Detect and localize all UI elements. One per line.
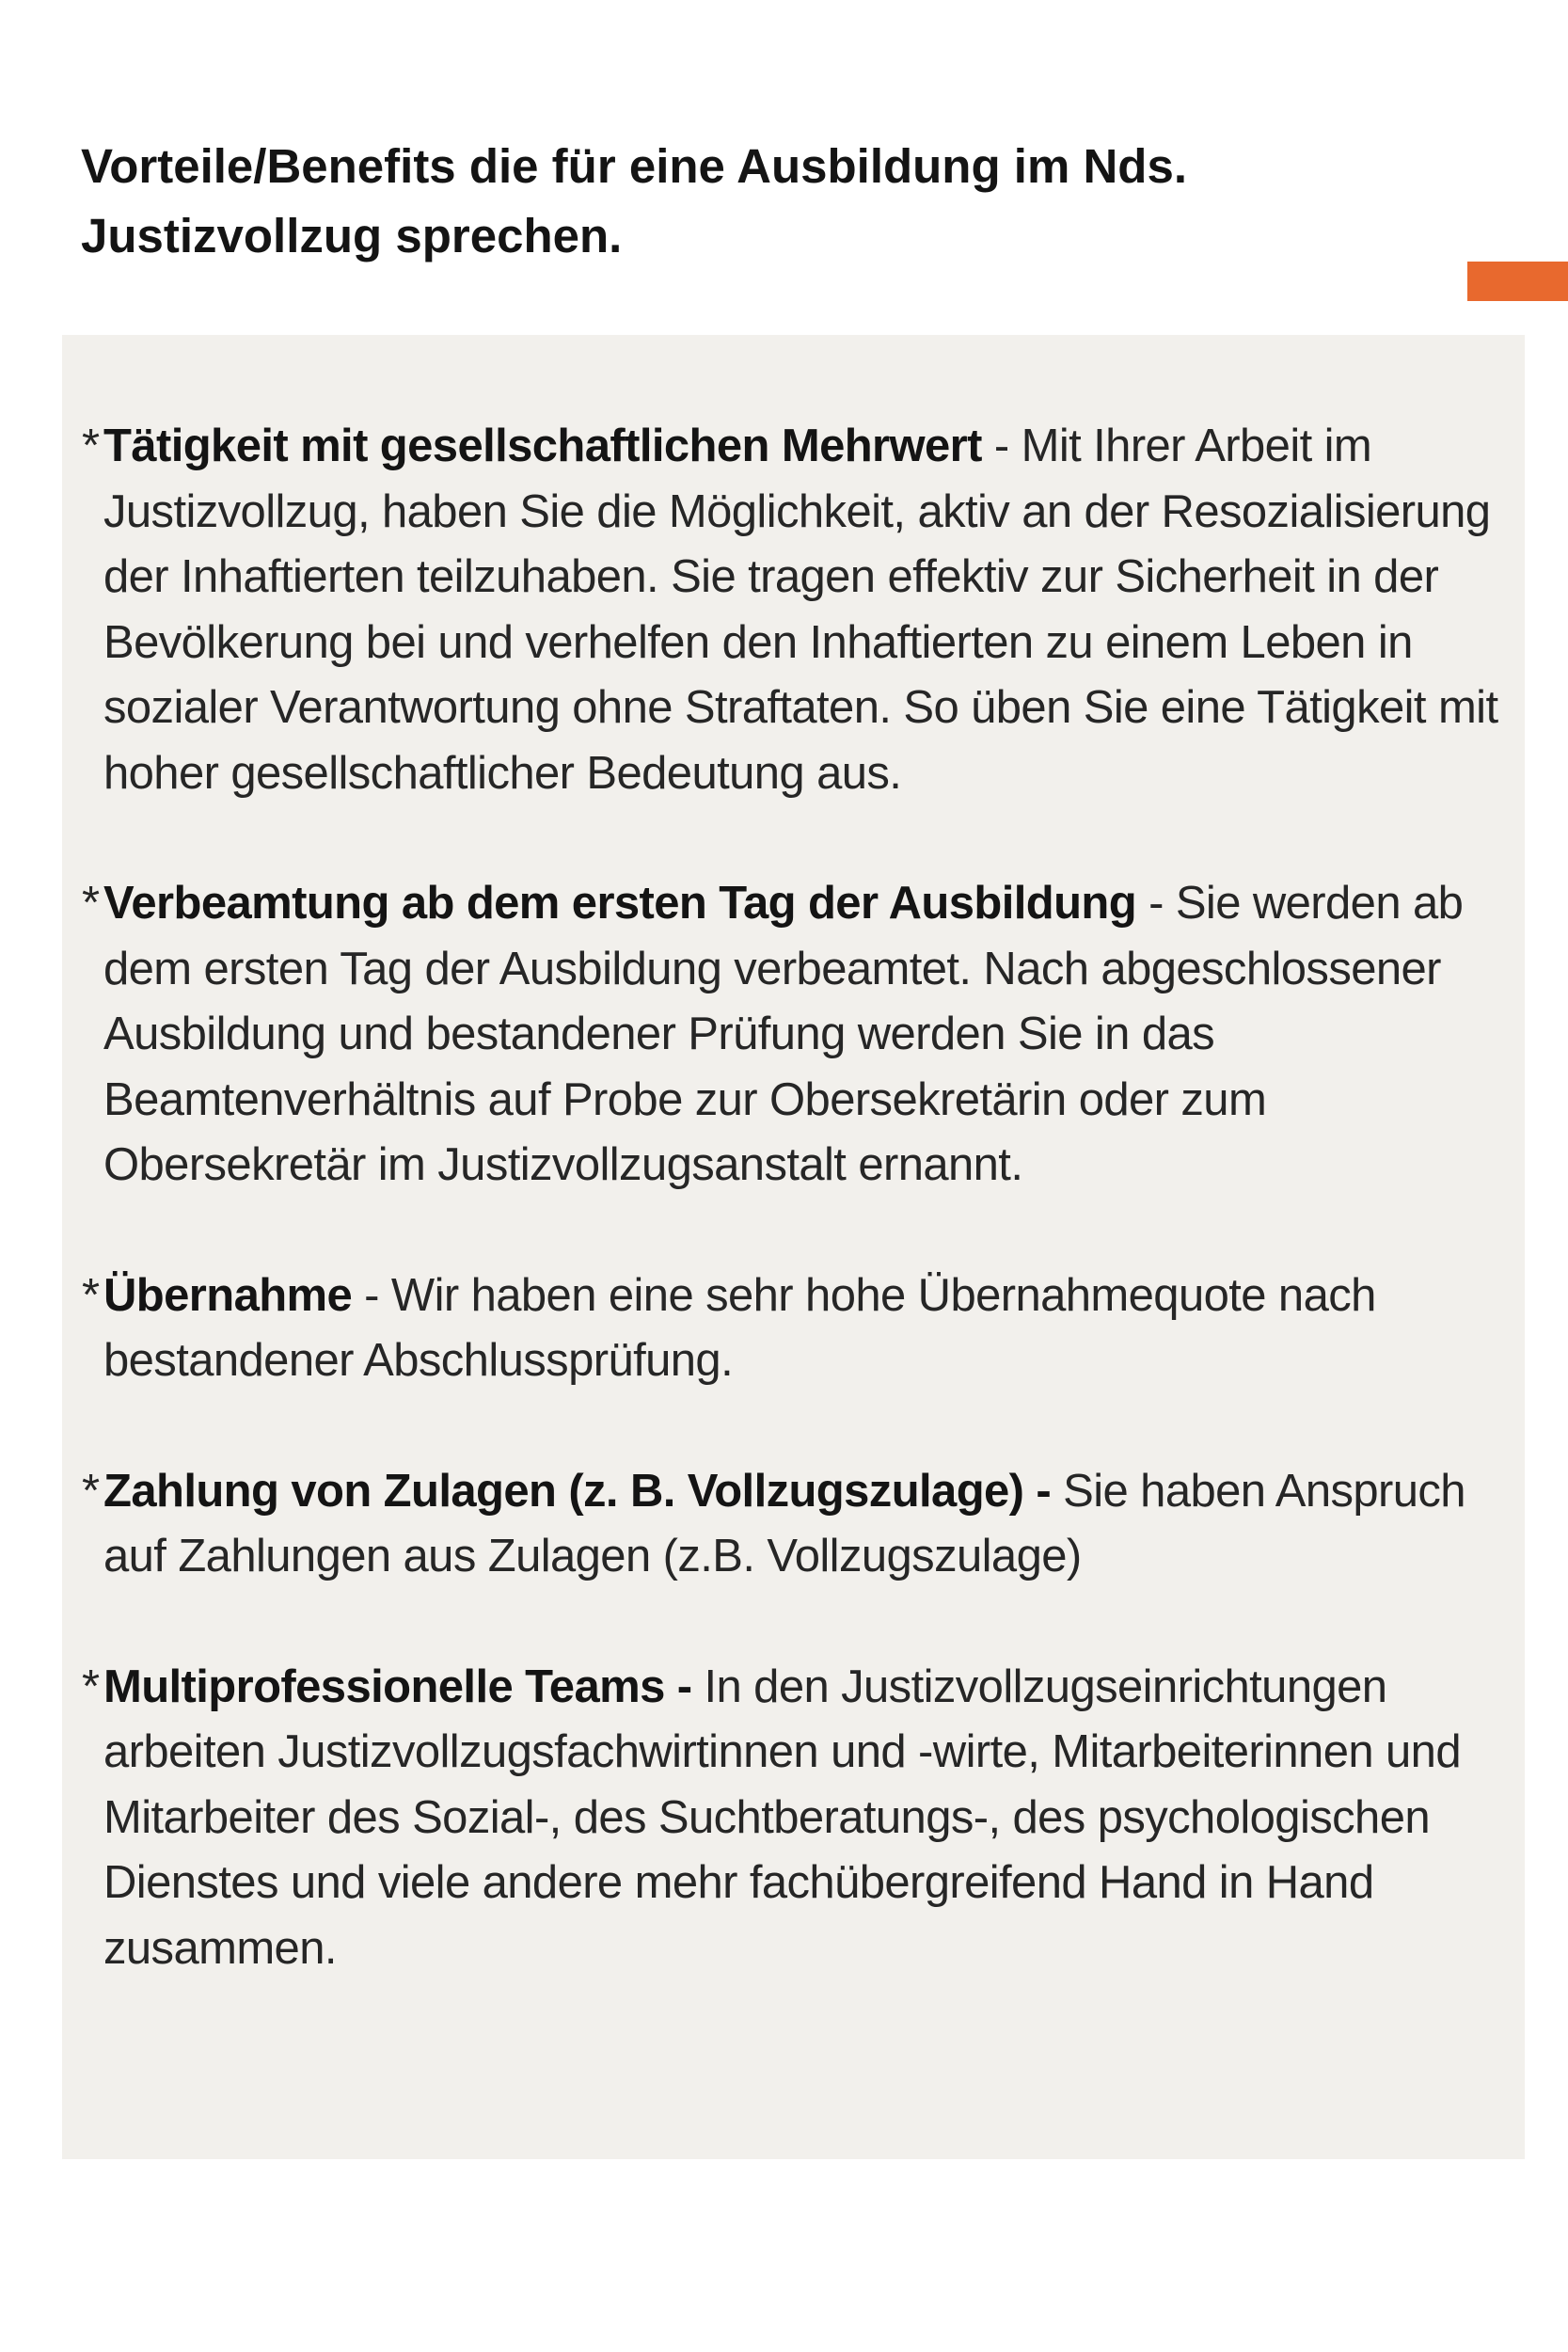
benefit-description: - Sie werden ab dem ersten Tag der Ausbildung verbeamtet. Nach abgeschlossener Ausbildung und bestandener Prüfung werden Sie in das Beamtenverhältnis auf Probe zur Obersekretärin oder zum Obersekretär im Justizvollzugsanstalt ernannt. [103,878,1464,1190]
bullet-marker: * [82,1661,100,1712]
benefit-description: - Wir haben eine sehr hohe Übernahmequote nach bestandener Abschlussprüfung. [103,1269,1376,1386]
bullet-marker: * [82,1269,100,1321]
benefit-item-social-value [82,414,1502,806]
page-title: Vorteile/Benefits die für eine Ausbildung im Nds. Justizvollzug sprechen. [81,139,1187,262]
benefit-item-allowances [82,1459,1502,1590]
benefit-heading: Zahlung von Zulagen (z. B. Vollzugszulage) - [103,1465,1052,1517]
benefit-heading: Tätigkeit mit gesellschaftlichen Mehrwert [103,421,982,471]
benefit-item-teams [82,1655,1502,1982]
benefit-description: In den Justizvollzugseinrichtungen arbeiten Justizvollzugsfachwirtinnen und -wirte, Mitarbeiterinnen und Mitarbeiter des Sozial-, des Suchtberatungs-, des psychologischen Dienstes und viele andere mehr fachübergreifend Hand in Hand zusammen. [103,1661,1461,1974]
accent-bar [1467,262,1568,301]
benefit-heading: Multiprofessionelle Teams - [103,1661,692,1712]
benefit-item-civil-servant [82,871,1502,1199]
benefit-heading: Verbeamtung ab dem ersten Tag der Ausbildung [103,878,1137,929]
benefit-item-takeover [82,1263,1502,1394]
bullet-marker: * [82,421,100,471]
benefit-heading: Übernahme [103,1269,353,1321]
bullet-marker: * [82,878,100,929]
benefit-description: Sie haben Anspruch auf Zahlungen aus Zulagen (z.B. Vollzugszulage) [103,1465,1465,1581]
benefits-list [82,414,1502,1981]
bullet-marker: * [82,1465,100,1517]
benefit-description: - Mit Ihrer Arbeit im Justizvollzug, haben Sie die Möglichkeit, aktiv an der Resozialisierung der Inhaftierten teilzuhaben. Sie tragen effektiv zur Sicherheit in der Bevölkerung bei und verhelfen den Inhaftierten zu einem Leben in sozialer Verantwortung ohne Straftaten. So üben Sie eine Tätigkeit mit hoher gesellschaftlicher Bedeutung aus. [103,421,1498,799]
